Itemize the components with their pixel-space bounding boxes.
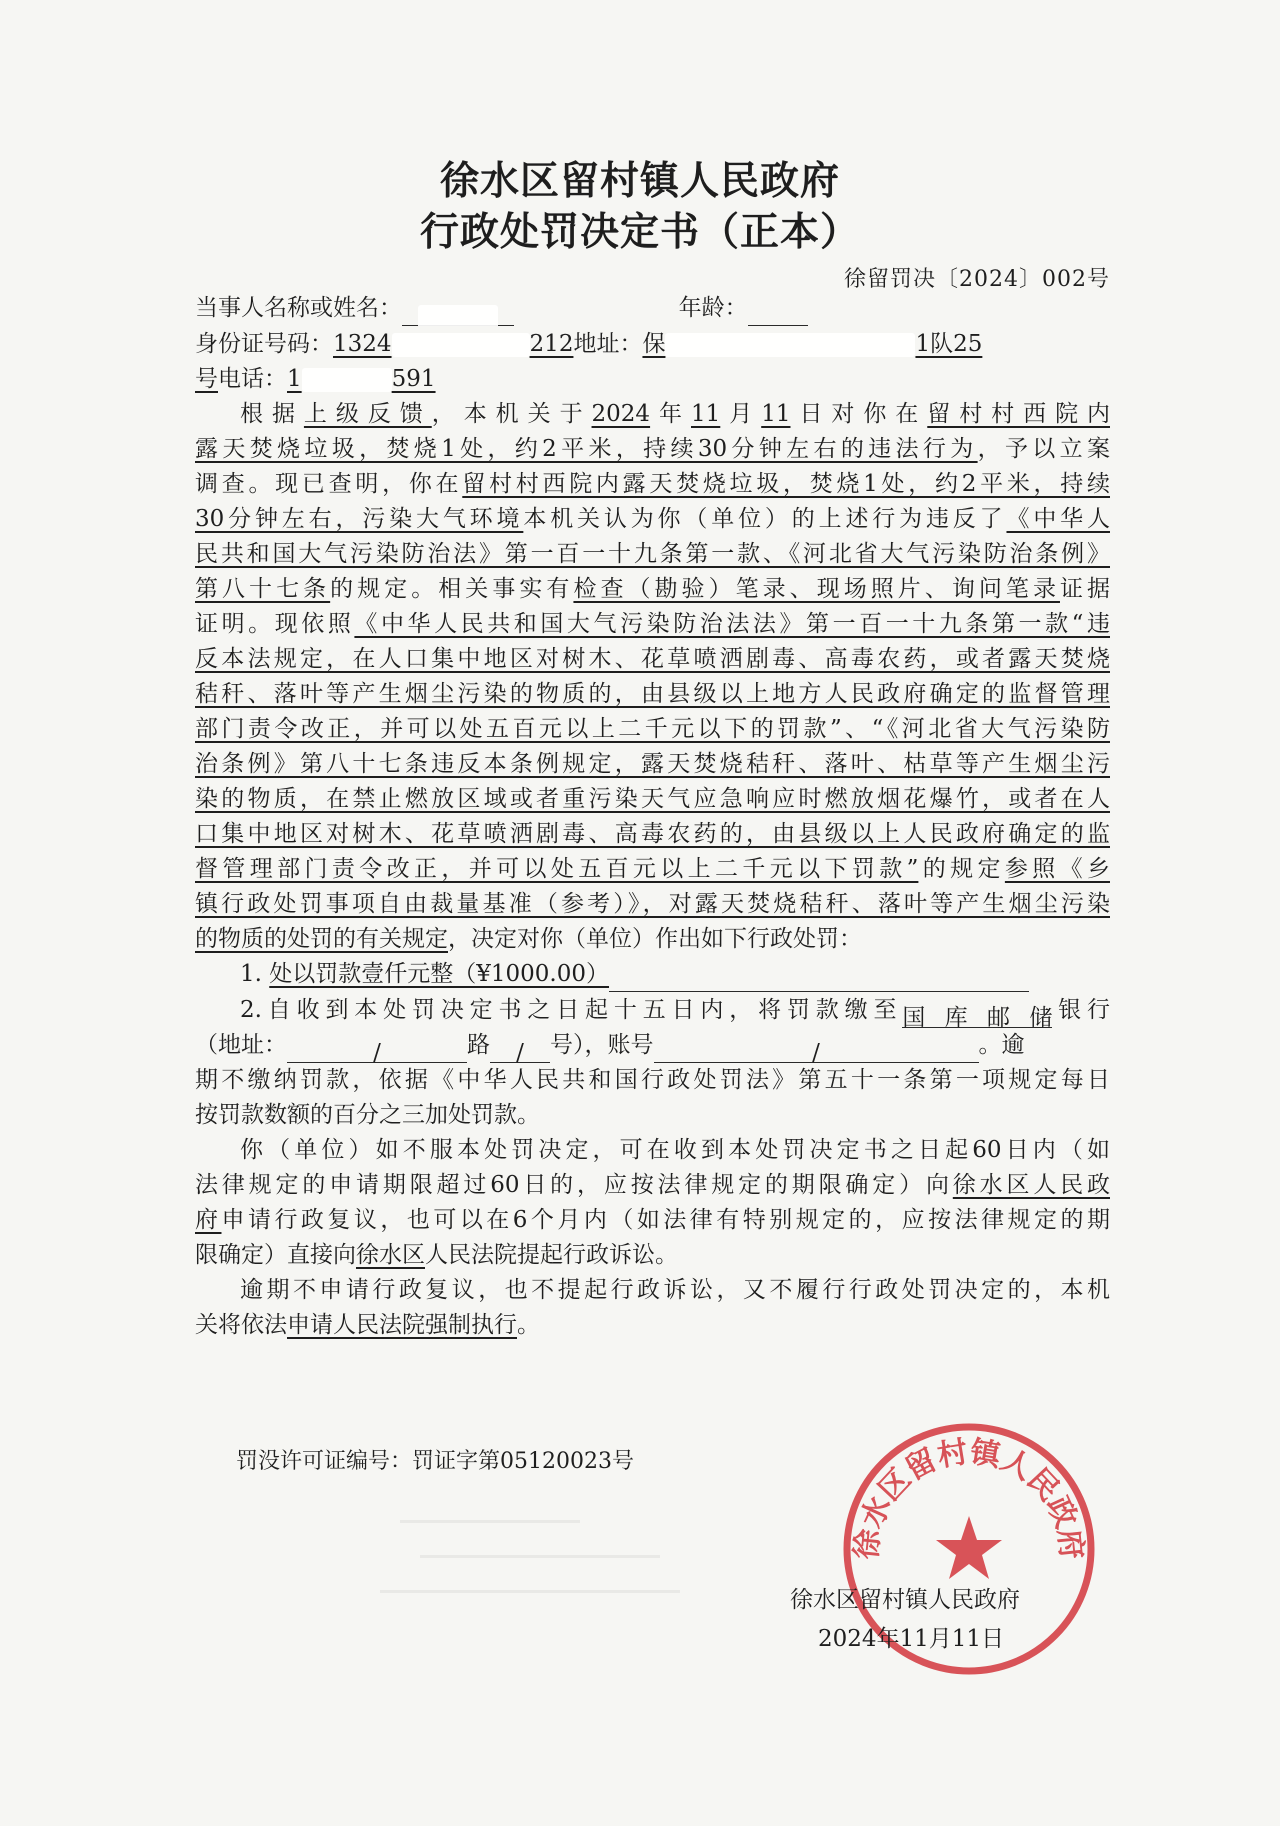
body-line: 第八十七条的规定。相关事实有检查（勘验）笔录、现场照片、询问笔录证据 [195, 576, 1110, 602]
permit-number: 罚没许可证编号：罚证字第05120023号 [236, 1449, 634, 1474]
phone-suffix: 591 [391, 366, 436, 392]
issuing-office: 徐水区留村镇人民政府 [790, 1587, 1020, 1613]
penalty-item-fine: 1. 处以罚款壹仟元整（¥1000.00） [240, 957, 1110, 992]
body-line: 府申请行政复议，也可以在6个月内（如法律有特别规定的，应按法律规定的期 [195, 1207, 1110, 1233]
party-phone-row [195, 362, 1110, 397]
body-line: 口集中地区对树木、花草喷洒剧毒、高毒农药的，由县级以上人民政府确定的监 [195, 821, 1110, 847]
body-line: 根据上级反馈，本机关于2024年11月11日对你在留村村西院内 [240, 401, 1110, 427]
party-name-redacted [402, 299, 514, 326]
address-suffix: 1队25 [915, 331, 983, 357]
document-number: 徐留罚决〔2024〕002号 [844, 267, 1110, 292]
body-line: 法律规定的申请期限超过60日的，应按法律规定的期限确定）向徐水区人民政 [195, 1172, 1110, 1198]
body-line: 露天焚烧垃圾，焚烧1处，约2平米，持续30分钟左右的违法行为，予以立案 [195, 436, 1110, 462]
page-title-government: 徐水区留村镇人民政府 [439, 158, 840, 204]
id-redacted [392, 333, 530, 357]
penalty-item-payment: 2.自收到本处罚决定书之日起十五日内，将罚款缴至国库邮储银行 [240, 997, 1110, 1028]
body-line: 按罚款数额的百分之三加处罚款。 [195, 1102, 540, 1128]
account-number: / [654, 1036, 979, 1063]
fine-amount: 处以罚款壹仟元整（¥1000.00） [269, 961, 610, 987]
body-line: 调查。现已查明，你在留村村西院内露天焚烧垃圾，焚烧1处，约2平米，持续 [195, 471, 1110, 497]
body-line: 期不缴纳罚款，依据《中华人民共和国行政处罚法》第五十一条第一项规定每日 [195, 1067, 1110, 1093]
address-label: 地址： [573, 331, 643, 357]
id-suffix: 212 [529, 331, 574, 357]
body-line: 的物质的处罚的有关规定，决定对你（单位）作出如下行政处罚： [195, 926, 862, 952]
body-line: 染的物质，在禁止燃放区域或者重污染天气应急响应时燃放烟花爆竹，或者在人 [195, 786, 1110, 812]
body-line: 证明。现依照《中华人民共和国大气污染防治法法》第一百一十九条第一款“违 [195, 611, 1110, 637]
address-end: 号 [195, 366, 218, 392]
phone-redacted [302, 368, 392, 392]
body-line: 逾期不申请行政复议，也不提起行政诉讼，又不履行行政处罚决定的，本机 [240, 1277, 1110, 1303]
body-line: 督管理部门责令改正，并可以处五百元以上二千元以下罚款”的规定参照《乡 [195, 856, 1110, 882]
party-name-label: 当事人名称或姓名： [195, 295, 402, 321]
address-redacted [665, 333, 915, 357]
body-line: 限确定）直接向徐水区人民法院提起行政诉讼。 [195, 1242, 678, 1268]
body-line: 关将依法申请人民法院强制执行。 [195, 1312, 540, 1338]
id-prefix: 1324 [333, 331, 392, 357]
address-prefix: 保 [642, 331, 666, 357]
issue-date: 2024年11月11日 [818, 1626, 1005, 1652]
body-line: 民共和国大气污染防治法》第一百一十九条第一款、《河北省大气污染防治条例》 [195, 541, 1110, 567]
body-line: 你（单位）如不服本处罚决定，可在收到本处罚决定书之日起60日内（如 [240, 1137, 1110, 1163]
body-line: 30分钟左右，污染大气环境本机关认为你（单位）的上述行为违反了《中华人 [195, 506, 1110, 532]
page-title-decision: 行政处罚决定书（正本） [419, 209, 860, 255]
body-line: 治条例》第八十七条违反本条例规定，露天焚烧秸秆、落叶、枯草等产生烟尘污 [195, 751, 1110, 777]
bank-name: 国库邮储 [902, 1001, 1052, 1028]
party-name-row [195, 291, 1110, 326]
body-line: 镇行政处罚事项自由裁量基准（参考）》，对露天焚烧秸秆、落叶等产生烟尘污染 [195, 891, 1110, 917]
seal-text: 徐水区留村镇人民政府 [849, 1434, 1089, 1561]
party-id-row [195, 327, 1110, 362]
age-label: 年龄： [678, 295, 748, 321]
phone-label: 电话： [218, 366, 287, 392]
body-line: 秸秆、落叶等产生烟尘污染的物质的，由县级以上地方人民政府确定的监督管理 [195, 681, 1110, 707]
age-redacted [748, 299, 808, 326]
id-label: 身份证号码： [195, 331, 333, 357]
body-line: 部门责令改正，并可以处五百元以上二千元以下的罚款”、“《河北省大气污染防 [195, 716, 1110, 742]
body-line: 反本法规定，在人口集中地区对树木、花草喷洒剧毒、高毒农药，或者露天焚烧 [195, 646, 1110, 672]
body-line: （地址： / 路 / 号），账号 / 。逾 [195, 1032, 1025, 1063]
phone-prefix: 1 [287, 366, 302, 392]
